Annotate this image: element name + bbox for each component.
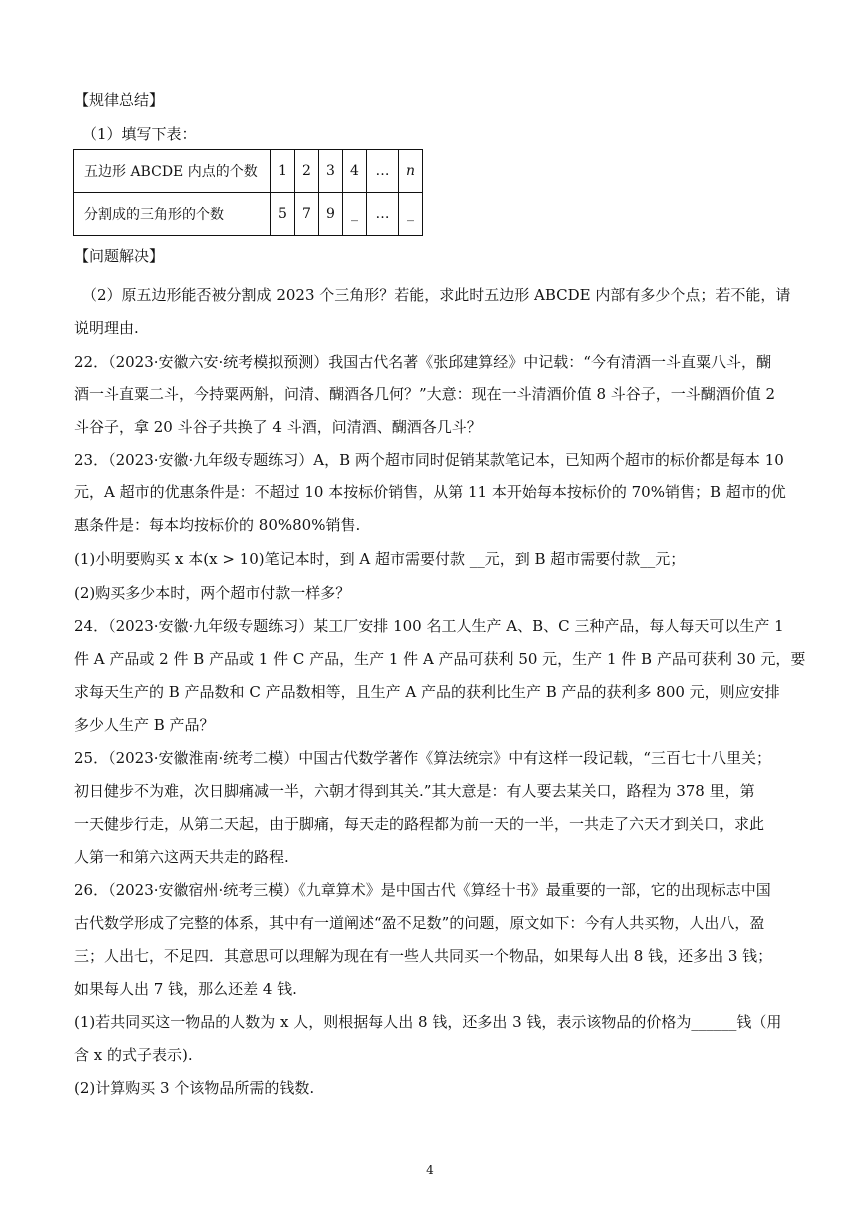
table-row-label: 分割成的三角形的个数: [74, 193, 271, 236]
problem-23-line: 惠条件是：每本均按标价的 80%80%销售.: [74, 516, 361, 534]
problem-22-line: 22．（2023·安徽六安·统考模拟预测）我国古代名著《张邱建算经》中记载：“今有清酒一斗直粟八斗，醐: [74, 353, 771, 371]
table-cell: 9: [319, 193, 343, 236]
table-row: [74, 193, 423, 236]
problem-24-line: 件 A 产品或 2 件 B 产品或 1 件 C 产品，生产 1 件 A 产品可获利 50 元，生产 1 件 B 产品可获利 30 元，要: [74, 650, 806, 668]
table-cell: _: [343, 193, 367, 236]
section-heading-solve: 【问题解决】: [74, 247, 165, 265]
table-cell: 3: [319, 150, 343, 193]
problem-25-line: 人第一和第六这两天共走的路程.: [74, 848, 289, 866]
problem-22-line: 斗谷子，拿 20 斗谷子共换了 4 斗酒，问清酒、醐酒各几斗？: [74, 418, 482, 436]
problem-23-line: 元，A 超市的优惠条件是：不超过 10 本按标价销售，从第 11 本开始每本按标价的 70%销售；B 超市的优: [74, 483, 786, 501]
section-heading-summary: 【规律总结】: [74, 91, 165, 109]
problem-26-line: 古代数学形成了完整的体系，其中有一道阐述“盈不足数”的问题，原文如下：今有人共买物，人出八，盈: [74, 914, 765, 932]
problem-25-line: 初日健步不为难，次日脚痛减一半，六朝才得到其关.”其大意是：有人要去某关口，路程为 378 里，第: [74, 782, 755, 800]
table-cell: …: [367, 193, 399, 236]
problem-24-line: 求每天生产的 B 产品数和 C 产品数相等，且生产 A 产品的获利比生产 B 产品的获利多 800 元，则应安排: [74, 683, 780, 701]
problem-26-line: 三；人出七，不足四．其意思可以理解为现在有一些人共同买一个物品，如果每人出 8 钱，还多出 3 钱；: [74, 947, 773, 965]
fill-in-table: [73, 149, 423, 236]
table-row: [74, 150, 423, 193]
table-cell: n: [399, 150, 423, 193]
problem-26-line: (2)计算购买 3 个该物品所需的钱数.: [74, 1079, 315, 1097]
table-cell: 4: [343, 150, 367, 193]
problem-24-line: 24．（2023·安徽·九年级专题练习）某工厂安排 100 名工人生产 A、B、C 三种产品，每人每天可以生产 1: [74, 617, 784, 635]
problem-24-line: 多少人生产 B 产品？: [74, 716, 215, 734]
table-cell: 5: [271, 193, 295, 236]
problem-26-line: 26．（2023·安徽宿州·统考三模）《九章算术》是中国古代《算经十书》最重要的一部，它的出现标志中国: [74, 881, 771, 899]
table-cell: _: [399, 193, 423, 236]
problem-26-line: 含 x 的式子表示).: [74, 1046, 193, 1064]
problem-23-line: (1)小明要购买 x 本(x > 10)笔记本时，到 A 超市需要付款 __元，到 B 超市需要付款__元；: [74, 550, 686, 568]
problem-25-line: 一天健步行走，从第二天起，由于脚痛，每天走的路程都为前一天的一半，一共走了六天才到关口，求此: [74, 815, 765, 833]
table-cell: 2: [295, 150, 319, 193]
table-cell: 1: [271, 150, 295, 193]
question-2-line: 说明理由.: [74, 319, 139, 337]
question-1-prompt: （1）填写下表：: [82, 125, 197, 143]
problem-22-line: 酒一斗直粟二斗，今持粟两斛，问清、醐酒各几何？”大意：现在一斗清酒价值 8 斗谷子，一斗醐酒价值 2: [74, 385, 776, 403]
problem-23-line: 23．（2023·安徽·九年级专题练习）A，B 两个超市同时促销某款笔记本，已知两个超市的标价都是每本 10: [74, 451, 784, 469]
table-cell: 7: [295, 193, 319, 236]
problem-26-line: (1)若共同买这一物品的人数为 x 人，则根据每人出 8 钱，还多出 3 钱，表示该物品的价格为______钱（用: [74, 1013, 782, 1031]
problem-26-line: 如果每人出 7 钱，那么还差 4 钱.: [74, 980, 297, 998]
table-row-label: 五边形 ABCDE 内点的个数: [74, 150, 271, 193]
page-number: 4: [426, 1163, 434, 1177]
question-2-line: （2）原五边形能否被分割成 2023 个三角形？若能，求此时五边形 ABCDE 内部有多少个点；若不能，请: [82, 286, 791, 304]
problem-23-line: (2)购买多少本时，两个超市付款一样多？: [74, 584, 351, 602]
table-cell: …: [367, 150, 399, 193]
problem-25-line: 25．（2023·安徽淮南·统考二模）中国古代数学著作《算法统宗》中有这样一段记载，“三百七十八里关；: [74, 749, 771, 767]
